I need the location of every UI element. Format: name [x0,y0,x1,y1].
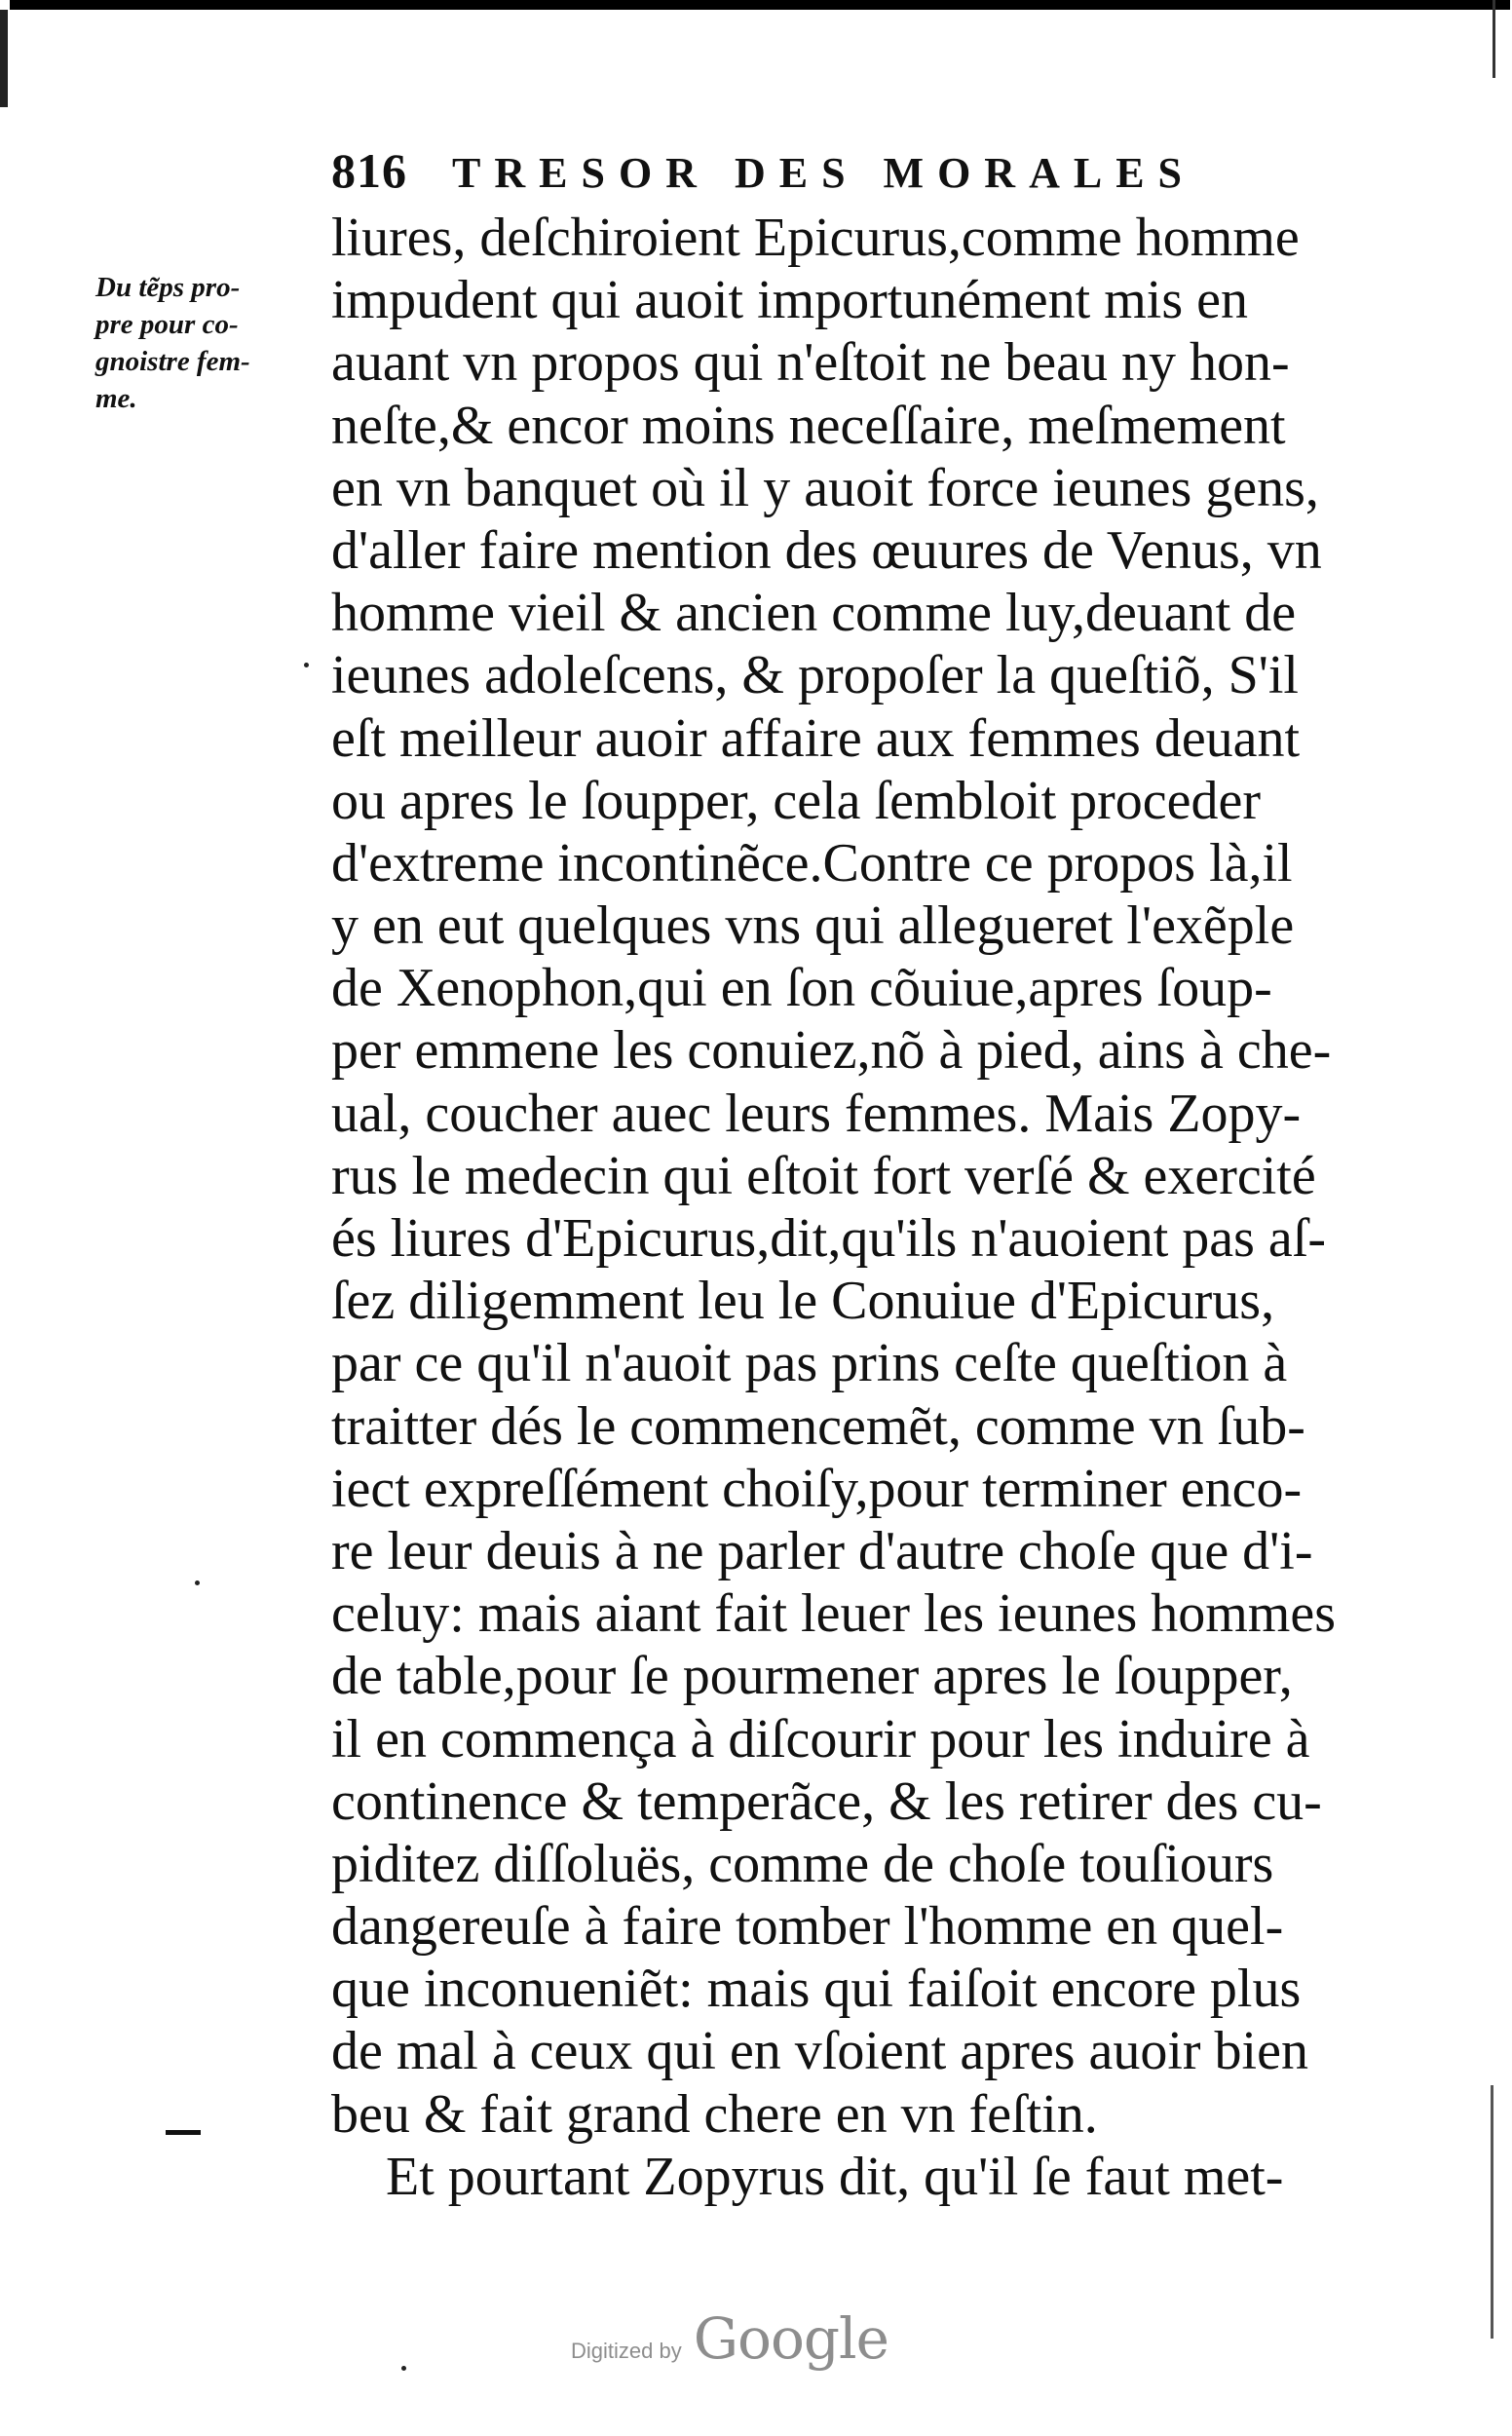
text-line: rus le medecin qui eſtoit fort verſé & exercité [331,1145,1316,1206]
ink-speck [304,663,309,667]
text-line: dangereuſe à faire tomber l'homme en quel- [331,1896,1284,1958]
scan-right-edge [1493,0,1495,78]
text-line: ou apres le ſoupper, cela ſembloit proceder [331,770,1262,831]
text-line: homme vieil & ancien comme luy,deuant de [331,583,1297,644]
text-line: de mal à ceux qui en vſoient apres auoir bien [331,2021,1308,2082]
text-line: beu & fait grand chere en vn feſtin. [331,2083,1098,2145]
margin-note-line: me. [95,383,137,414]
text-line: traitter dés le commencemẽt, comme vn ſub- [331,1395,1305,1457]
text-line: liures, deſchiroient Epicurus,comme homme [331,208,1300,268]
watermark-brand: Google [693,2305,888,2372]
page-header [331,142,1266,210]
text-line: ual, coucher auec leurs femmes. Mais Zopy- [331,1083,1302,1144]
text-line: d'extreme incontinẽce.Contre ce propos là,il [331,832,1293,894]
text-line: auant vn propos qui n'eſtoit ne beau ny hon- [331,332,1290,394]
margin-note [95,269,325,417]
text-line: que inconueniẽt: mais qui faiſoit encore plus [331,1959,1302,2020]
ink-speck [195,1580,200,1585]
text-line: de table,pour ſe pourmener apres le ſoupper, [331,1646,1293,1707]
text-line: neſte,& encor moins neceſſaire, meſmement [331,395,1286,456]
text-line: ſez diligemment leu le Conuiue d'Epicurus, [331,1271,1275,1332]
text-line: celuy: mais aiant fait leuer les ieunes hommes [331,1583,1336,1645]
digitization-watermark [571,2305,922,2383]
scan-left-edge [0,10,8,107]
watermark-prefix: Digitized by [571,2339,682,2363]
text-line: il en commença à diſcourir pour les induire à [331,1708,1310,1770]
text-line: impudent qui auoit importunément mis en [331,270,1248,331]
text-line: continence & temperãce, & les retirer des cu- [331,1770,1322,1832]
margin-note-line: Du tẽps pro- [95,272,241,303]
text-line: ieunes adoleſcens, & propoſer la queſtiõ, S'il [331,645,1299,706]
text-line: y en eut quelques vns qui allegueret l'exẽple [331,895,1295,957]
running-title: TRESOR DES MORALES [452,149,1196,197]
ink-speck [401,2366,406,2371]
text-line: piditez diſſoluës, comme de choſe touſiours [331,1833,1274,1894]
margin-note-line: pre pour co- [95,309,239,340]
text-line: par ce qu'il n'auoit pas prins ceſte queſtion à [331,1333,1288,1394]
body-text [331,207,1413,2208]
text-line: iect expreſſément choiſy,pour terminer enco- [331,1458,1303,1519]
text-line: d'aller faire mention des œuures de Venus, vn [331,519,1322,581]
scan-top-border [10,0,1510,10]
text-line: en vn banquet où il y auoit force ieunes gens, [331,457,1319,518]
text-line: re leur deuis à ne parler d'autre choſe que d'i- [331,1520,1313,1581]
text-line: eſt meilleur auoir affaire aux femmes deuant [331,707,1301,769]
page-number: 816 [331,143,407,198]
scan-right-edge-lower [1491,2085,1493,2339]
margin-dash-mark [166,2130,201,2135]
text-line: per emmene les conuiez,nõ à pied, ains à che- [331,1020,1332,1082]
text-line: de Xenophon,qui en ſon cõuiue,apres ſoup- [331,958,1272,1019]
text-line-paragraph-start: Et pourtant Zopyrus dit, qu'il ſe faut met- [386,2146,1284,2207]
margin-note-line: gnoistre fem- [95,346,250,377]
text-line: és liures d'Epicurus,dit,qu'ils n'auoient pas aſ- [331,1208,1326,1269]
